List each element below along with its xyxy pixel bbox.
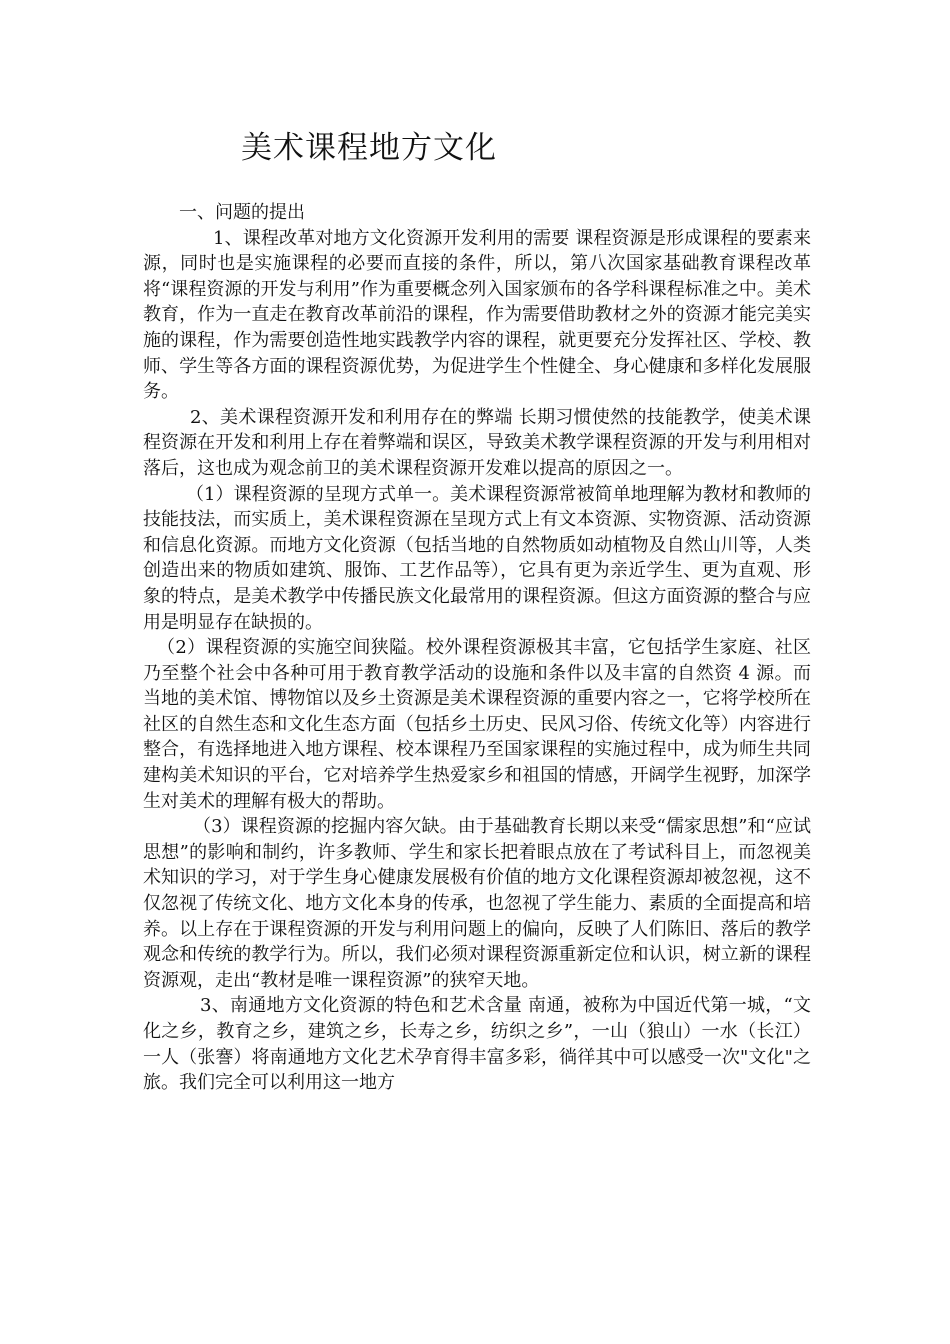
document-title: 美术课程地方文化	[241, 130, 497, 166]
document-body	[143, 200, 811, 1096]
paragraph-need-for-resources: 1、课程改革对地方文化资源开发利用的需要 课程资源是形成课程的要素来源，同时也是实施课程的必要而直接的条件，所以，第八次国家基础教育课程改革将“课程资源的开发与利用”作为重要概念列入国家颁布的各学科课程标准之中。美术教育，作为一直走在教育改革前沿的课程，作为需要借助教材之外的资源才能完美实施的课程，作为需要创造性地实践教学内容的课程，就更要充分发挥社区、学校、教师、学生等各方面的课程资源优势，为促进学生个性健全、身心健康和多样化发展服务。	[143, 227, 811, 403]
paragraph-drawbacks: 2、美术课程资源开发和利用存在的弊端 长期习惯使然的技能教学，使美术课程资源在开发和利用上存在着弊端和误区，导致美术教学课程资源的开发与利用相对落后，这也成为观念前卫的美术课程资源开发难以提高的原因之一。	[143, 406, 811, 479]
paragraph-lacking-content: （3）课程资源的挖掘内容欠缺。由于基础教育长期以来受“儒家思想”和“应试思想”的影响和制约，许多教师、学生和家长把着眼点放在了考试科目上，而忽视美术知识的学习，对于学生身心健康发展极有价值的地方文化课程资源却被忽视，这不仅忽视了传统文化、地方文化本身的传承，也忽视了学生能力、素质的全面提高和培养。以上存在于课程资源的开发与利用问题上的偏向，反映了人们陈旧、落后的教学观念和传统的教学行为。所以，我们必须对课程资源重新定位和认识，树立新的课程资源观，走出“教材是唯一课程资源”的狭窄天地。	[143, 816, 811, 991]
paragraph-single-presentation: （1）课程资源的呈现方式单一。美术课程资源常被简单地理解为教材和教师的技能技法，而实质上，美术课程资源在呈现方式上有文本资源、实物资源、活动资源和信息化资源。而地方文化资源（包括当地的自然物质如动植物及自然山川等，人类创造出来的物质如建筑、服饰、工艺作品等），它具有更为亲近学生、更为直观、形象的特点，是美术教学中传播民族文化最常用的课程资源。但这方面资源的整合与应用是明显存在缺损的。	[143, 483, 811, 633]
paragraph-nantong-culture: 3、南通地方文化资源的特色和艺术含量 南通，被称为中国近代第一城，“文化之乡，教育之乡，建筑之乡，长寿之乡，纺织之乡”，一山（狼山）一水（长江）一人（张謇）将南通地方文化艺术孕育得丰富多彩，徜徉其中可以感受一次"文化"之旅。我们完全可以利用这一地方	[143, 995, 811, 1094]
paragraph-narrow-space: （2）课程资源的实施空间狭隘。校外课程资源极其丰富，它包括学生家庭、社区乃至整个社会中各种可用于教育教学活动的设施和条件以及丰富的自然资 4 源。而当地的美术馆、博物馆以及乡土资源是美术课程资源的重要内容之一，它将学校所在社区的自然生态和文化生态方面（包括乡土历史、民风习俗、传统文化等）内容进行整合，有选择地进入地方课程、校本课程乃至国家课程的实施过程中，成为师生共同建构美术知识的平台，它对培养学生热爱家乡和祖国的情感，开阔学生视野，加深学生对美术的理解有极大的帮助。	[143, 637, 811, 812]
section-heading: 一、问题的提出	[179, 202, 305, 223]
